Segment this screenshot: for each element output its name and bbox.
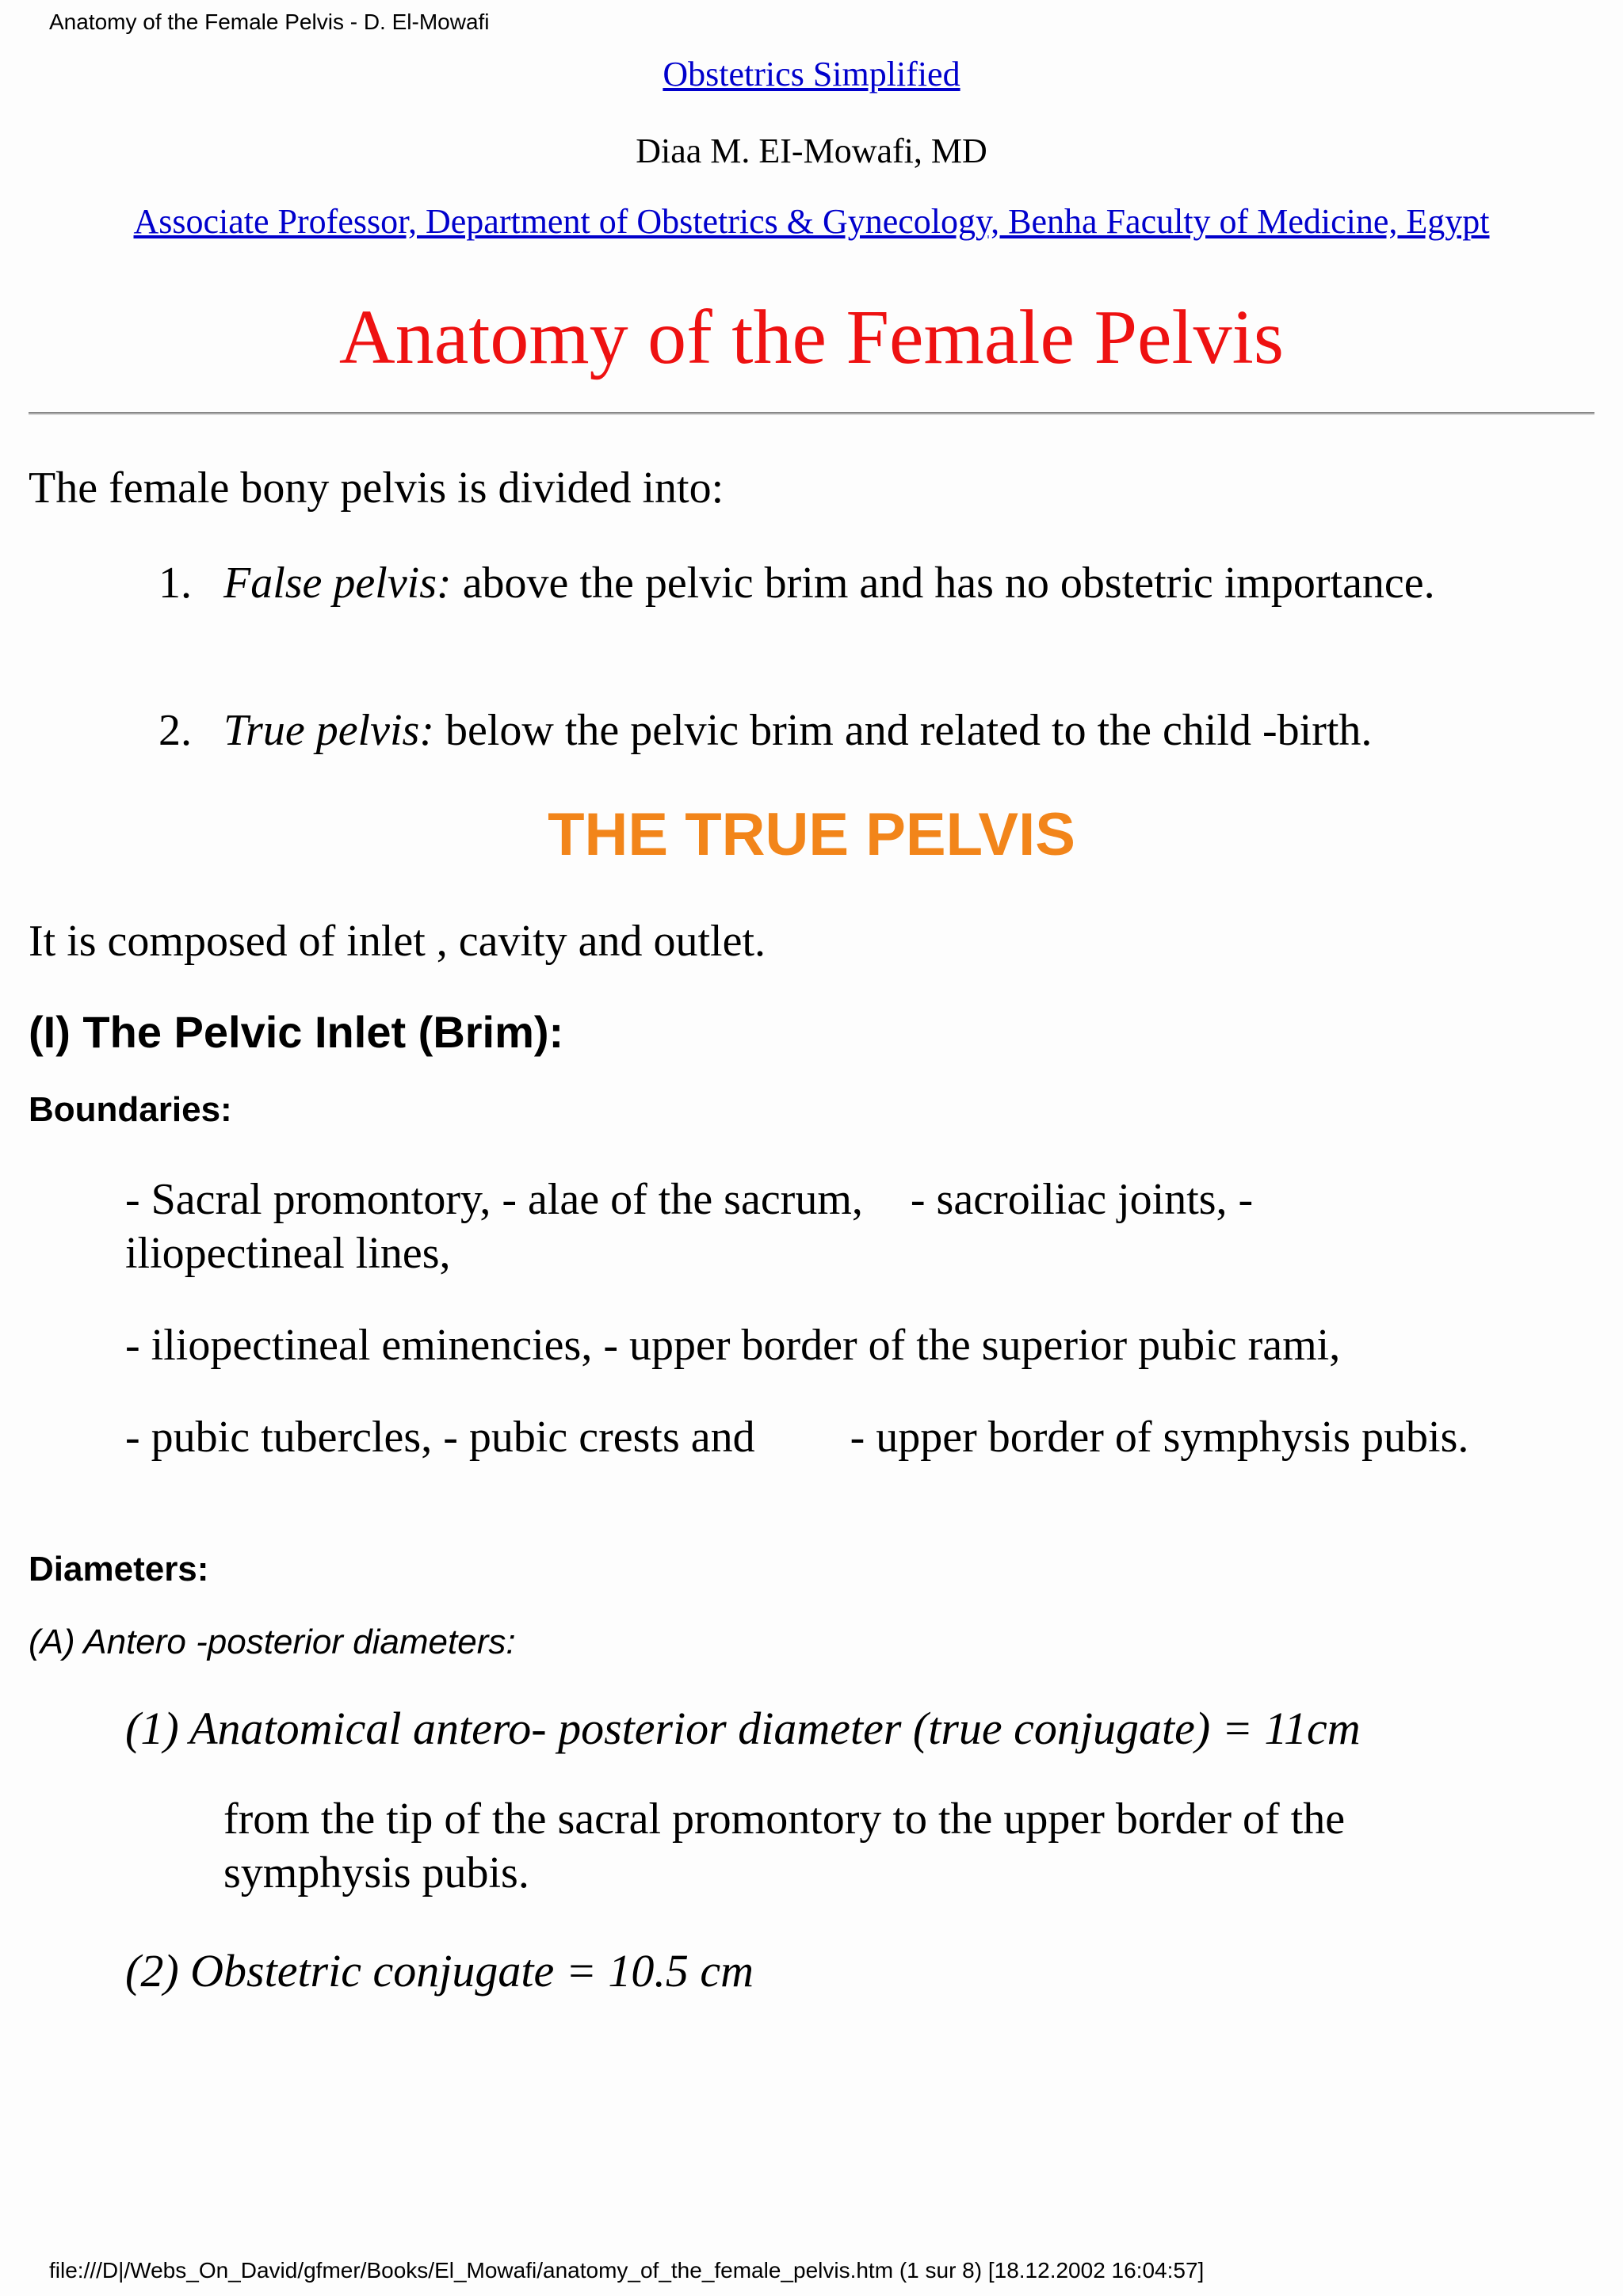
boundaries-line-3-part-a: - pubic tubercles, - pubic crests and (125, 1413, 755, 1462)
true-conjugate-heading: (1) Anatomical antero- posterior diameter (true conjugate) = 11cm (125, 1703, 1361, 1754)
list-number: 1. (158, 559, 192, 608)
affiliation-link[interactable]: Associate Professor, Department of Obstetrics & Gynecology, Benha Faculty of Medicine, Egypt (133, 202, 1490, 241)
print-footer-url: file:///D|/Webs_On_David/gfmer/Books/El_Mowafi/anatomy_of_the_female_pelvis.htm (1 sur 8) [18.12.2002 16:04:57] (49, 2258, 1205, 2283)
composition-paragraph: It is composed of inlet , cavity and outlet. (29, 917, 766, 966)
boundaries-line-1-part-a: - Sacral promontory, - alae of the sacrum, (125, 1175, 863, 1224)
boundaries-label: Boundaries: (29, 1090, 232, 1129)
boundaries-line-3 (125, 1410, 1488, 1464)
obstetrics-simplified-link[interactable]: Obstetrics Simplified (663, 55, 960, 93)
false-pelvis-description: above the pelvic brim and has no obstetric importance. (451, 559, 1435, 608)
subsection-title-pelvic-inlet: (I) The Pelvic Inlet (Brim): (29, 1007, 564, 1057)
section-title-true-pelvis: THE TRUE PELVIS (548, 801, 1075, 868)
print-header-title: Anatomy of the Female Pelvis - D. El-Mowafi (49, 10, 490, 34)
true-conjugate-description: from the tip of the sacral promontory to the upper border of the symphysis pubis. (223, 1794, 1346, 1897)
boundaries-line-3-part-b: - upper border of symphysis pubis. (850, 1413, 1469, 1462)
list-item-text (223, 704, 1522, 757)
obstetric-conjugate-heading: (2) Obstetric conjugate = 10.5 cm (125, 1945, 754, 1997)
list-item-text (223, 556, 1522, 610)
boundaries-line-2: - iliopectineal eminencies, - upper border of the superior pubic rami, (125, 1321, 1341, 1370)
page-title: Anatomy of the Female Pelvis (338, 295, 1285, 380)
term-false-pelvis: False pelvis: (223, 559, 452, 608)
boundaries-line-1 (125, 1173, 1409, 1280)
affiliation-line (0, 201, 1623, 242)
list-item-false-pelvis (158, 556, 1522, 610)
diameters-label: Diameters: (29, 1550, 209, 1589)
term-true-pelvis: True pelvis: (223, 706, 434, 755)
series-link-line (0, 54, 1623, 94)
horizontal-divider (29, 412, 1594, 415)
list-number: 2. (158, 706, 192, 755)
boundaries-line-1-part-b: - sacroiliac joints, - iliopectineal lines, (125, 1175, 1254, 1278)
author-name: Diaa M. EI-Mowafi, MD (636, 132, 987, 170)
intro-paragraph: The female bony pelvis is divided into: (29, 463, 724, 513)
list-item-true-pelvis (158, 704, 1522, 757)
true-pelvis-description: below the pelvic brim and related to the child -birth. (433, 706, 1373, 755)
antero-posterior-label: (A) Antero -posterior diameters: (29, 1623, 516, 1661)
